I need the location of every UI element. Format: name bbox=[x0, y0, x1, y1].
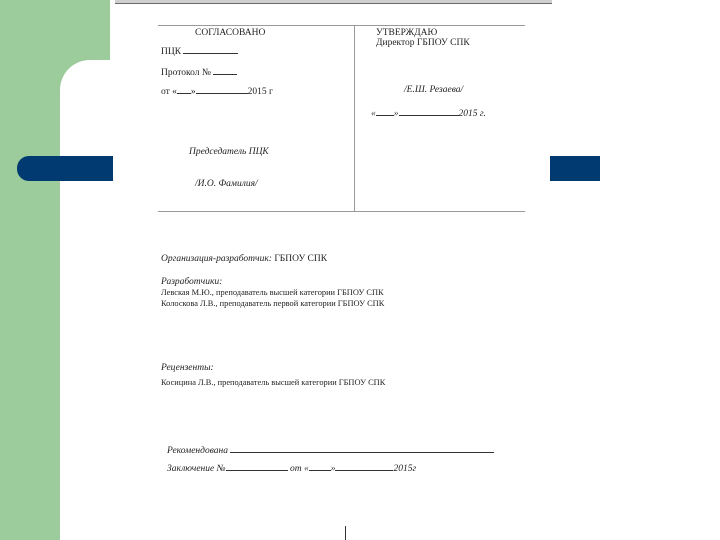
approved-heading: УТВЕРЖДАЮ bbox=[376, 28, 438, 38]
conclusion-line bbox=[167, 462, 416, 475]
approval-table-divider bbox=[354, 26, 355, 211]
protocol-month-blank bbox=[196, 85, 248, 94]
conclusion-label: Заключение № bbox=[167, 464, 226, 474]
director-day-blank bbox=[376, 107, 394, 116]
organization-label: Организация-разработчик: bbox=[161, 254, 272, 264]
page-top-edge bbox=[115, 0, 552, 4]
pck-label: ПЦК bbox=[161, 47, 182, 57]
pck-line bbox=[161, 45, 238, 58]
director-date-prefix: « bbox=[371, 109, 376, 119]
conclusion-mid: » bbox=[330, 464, 336, 474]
protocol-day-blank bbox=[177, 85, 191, 94]
organization-value: ГБПОУ СПК bbox=[274, 254, 328, 264]
reviewers-label: Рецензенты: bbox=[161, 363, 214, 373]
director-title: Директор ГБПОУ СПК bbox=[376, 38, 470, 48]
developers-label: Разработчики: bbox=[161, 277, 223, 287]
slide-navy-band-left bbox=[17, 156, 127, 181]
protocol-blank bbox=[213, 66, 237, 75]
protocol-date-mid: » bbox=[190, 87, 196, 97]
protocol-line bbox=[161, 66, 237, 79]
pck-blank bbox=[183, 45, 238, 54]
protocol-date-prefix: от « bbox=[161, 87, 177, 97]
conclusion-number-blank bbox=[226, 462, 288, 471]
organization-line bbox=[161, 254, 327, 265]
recommended-label: Рекомендована bbox=[167, 446, 228, 456]
agreed-heading: СОГЛАСОВАНО bbox=[195, 28, 266, 38]
reviewer-line: Косицина Л.В., преподаватель высшей категории ГБПОУ СПК bbox=[161, 378, 386, 387]
document-page bbox=[113, 3, 550, 540]
approval-table bbox=[158, 25, 525, 212]
protocol-label: Протокол № bbox=[161, 68, 211, 78]
director-date-mid: » bbox=[393, 109, 399, 119]
developer-line: Левская М.Ю., преподаватель высшей категории ГБПОУ СПК bbox=[161, 288, 384, 297]
conclusion-month-blank bbox=[335, 462, 393, 471]
slide-green-bar-lower bbox=[0, 60, 60, 540]
protocol-date-line bbox=[161, 85, 273, 98]
director-month-blank bbox=[399, 107, 459, 116]
director-name: /Е.Ш. Резаева/ bbox=[404, 85, 464, 95]
recommendation-line bbox=[167, 444, 494, 457]
developer-line: Колоскова Л.В., преподаватель первой категории ГБПОУ СПК bbox=[161, 299, 385, 308]
conclusion-from: от « bbox=[289, 464, 309, 474]
recommended-blank bbox=[230, 444, 494, 453]
conclusion-year: 2015г bbox=[393, 464, 417, 474]
director-date-line bbox=[371, 107, 486, 120]
director-date-year: 2015 г. bbox=[458, 109, 486, 119]
chair-name: /И.О. Фамилия/ bbox=[195, 179, 258, 189]
conclusion-day-blank bbox=[309, 462, 331, 471]
chair-title: Председатель ПЦК bbox=[189, 147, 269, 157]
protocol-date-year: 2015 г bbox=[247, 87, 273, 97]
text-cursor bbox=[345, 526, 346, 540]
